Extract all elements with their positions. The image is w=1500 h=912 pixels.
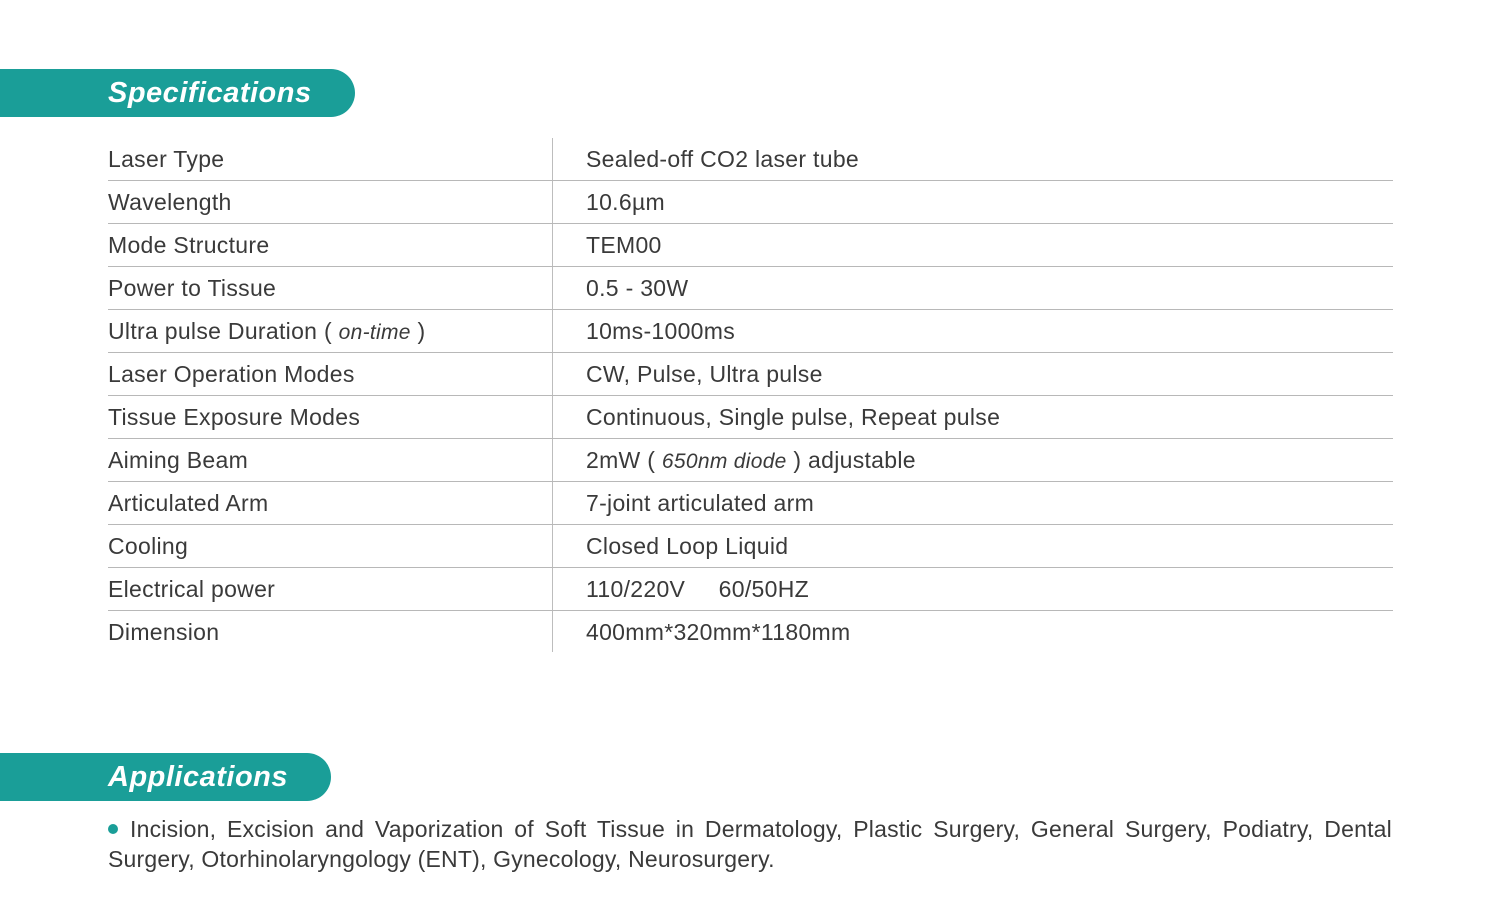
spec-param: Power to Tissue <box>108 274 277 301</box>
spec-value-italic: 650nm diode <box>661 449 787 473</box>
spec-value <box>586 447 1393 474</box>
spec-value: 7-joint articulated arm <box>586 489 815 516</box>
specifications-table <box>108 138 1393 654</box>
spec-value-main: 2mW ( <box>586 446 656 473</box>
spec-row-articulated-arm <box>108 482 1393 525</box>
spec-value: Sealed-off CO2 laser tube <box>586 145 860 172</box>
spec-value-end: ) adjustable <box>793 446 916 473</box>
applications-title: Applications <box>108 760 289 793</box>
spec-row-aiming-beam <box>108 439 1393 482</box>
spec-value-frequency: 60/50HZ <box>718 575 809 602</box>
spec-row-electrical-power <box>108 568 1393 611</box>
spec-param: Articulated Arm <box>108 489 269 516</box>
spec-value: 400mm*320mm*1180mm <box>586 619 851 645</box>
spec-param: Cooling <box>108 532 189 559</box>
spec-value: 0.5 - 30W <box>586 274 689 301</box>
spec-value: Closed Loop Liquid <box>586 532 789 559</box>
spec-value-voltage: 110/220V <box>586 575 686 602</box>
spec-param: Aiming Beam <box>108 446 249 473</box>
spec-value: CW, Pulse, Ultra pulse <box>586 360 823 387</box>
spec-param: Mode Structure <box>108 231 270 258</box>
spec-row-cooling <box>108 525 1393 568</box>
applications-text: Incision, Excision and Vaporization of Soft Tissue in Dermatology, Plastic Surgery, General Surgery, Podiatry, Dental Surgery, Otorhinolaryngology (ENT), Gynecology, Neurosurgery. <box>108 816 1392 872</box>
spec-row-power-to-tissue <box>108 267 1393 310</box>
spec-param: Dimension <box>108 619 220 645</box>
spec-param: Laser Operation Modes <box>108 360 355 387</box>
spec-row-laser-operation-modes <box>108 353 1393 396</box>
specifications-banner <box>0 69 355 117</box>
spec-param: Tissue Exposure Modes <box>108 403 361 430</box>
spec-row-ultra-pulse-duration <box>108 310 1393 353</box>
spec-param: Electrical power <box>108 575 276 602</box>
bullet-icon <box>108 824 118 834</box>
spec-row-tissue-exposure-modes <box>108 396 1393 439</box>
spec-row-laser-type <box>108 138 1393 181</box>
specifications-title: Specifications <box>108 76 312 109</box>
spec-param: Laser Type <box>108 145 225 172</box>
spec-value <box>586 576 1393 603</box>
spec-param-italic: on-time <box>338 320 411 344</box>
spec-row-dimension <box>108 611 1393 654</box>
spec-param: Wavelength <box>108 188 232 215</box>
spec-param-main: Ultra pulse Duration ( <box>108 317 332 344</box>
spec-row-mode-structure <box>108 224 1393 267</box>
spec-param-end: ) <box>417 317 426 344</box>
spec-value: 10.6µm <box>586 188 665 215</box>
spec-param <box>108 318 586 345</box>
spec-row-wavelength <box>108 181 1393 224</box>
applications-banner <box>0 753 331 801</box>
spec-value: TEM00 <box>586 231 662 258</box>
spec-value: 10ms-1000ms <box>586 317 736 344</box>
applications-text-block <box>108 814 1392 872</box>
spec-value: Continuous, Single pulse, Repeat pulse <box>586 403 1001 430</box>
